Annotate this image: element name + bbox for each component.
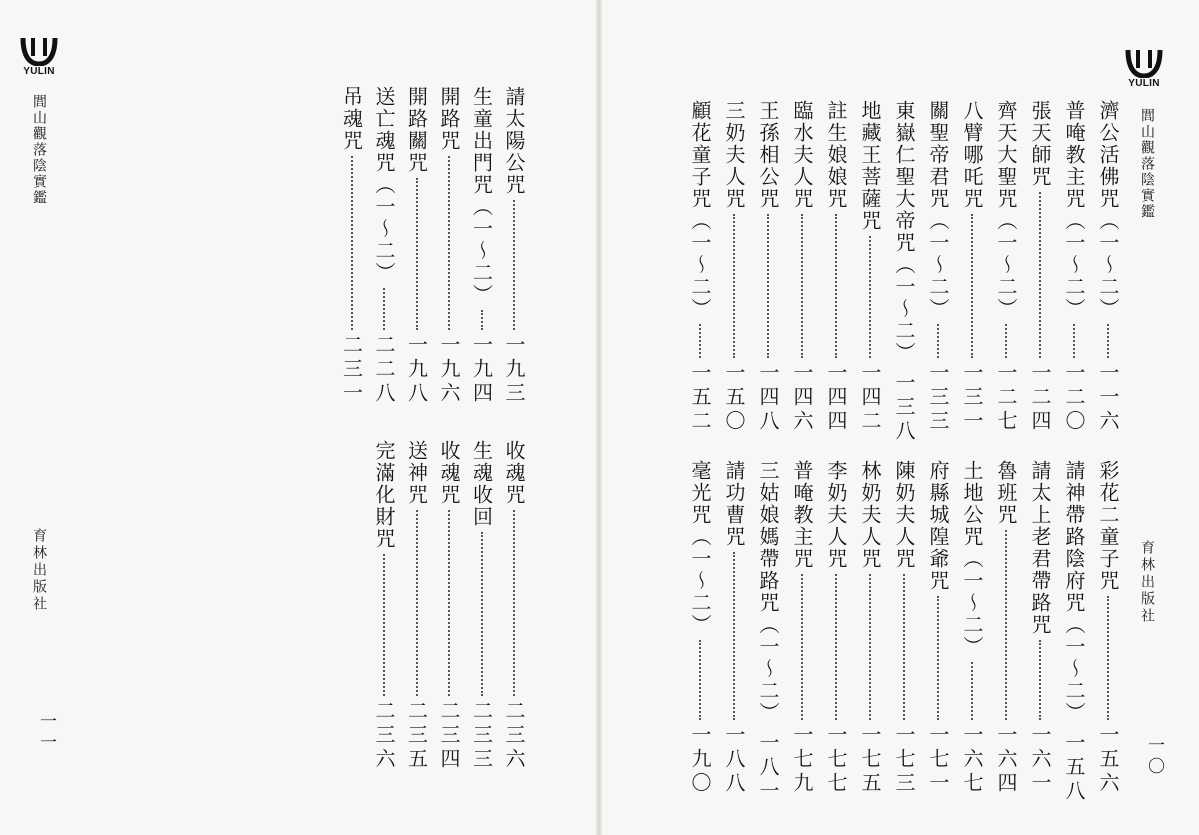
dot-leader xyxy=(835,574,837,720)
toc-entry xyxy=(682,100,710,434)
yulin-logo-icon xyxy=(1124,48,1164,78)
dot-leader xyxy=(416,510,418,696)
folio-number: 一一 xyxy=(36,712,56,754)
toc-entry-title: 請神帶路陰府咒（一～二） xyxy=(1062,460,1086,724)
toc-entry-row xyxy=(469,440,494,772)
toc-entry-row xyxy=(1064,100,1084,434)
toc-entry xyxy=(1056,100,1084,434)
toc-entry-title: 普唵教主咒（一～二） xyxy=(1062,100,1086,320)
toc-entry-page-number: 一六一 xyxy=(1028,724,1052,796)
toc-entry-page-number: 一五〇 xyxy=(722,362,746,434)
toc-entry-row xyxy=(1098,460,1118,796)
dot-leader xyxy=(481,310,483,330)
toc-entry xyxy=(1022,460,1050,796)
toc-entry-title: 臨水夫人咒 xyxy=(790,100,814,210)
toc-entry-page-number: 一七五 xyxy=(858,724,882,796)
toc-entry-title: 送亡魂咒（一～二） xyxy=(372,86,396,284)
toc-entry-page-number: 一二七 xyxy=(994,362,1018,434)
toc-entry-title: 開路關咒 xyxy=(404,86,429,174)
dot-leader xyxy=(448,510,450,696)
toc-entry-row xyxy=(826,100,846,434)
toc-entry-row xyxy=(339,86,364,406)
dot-leader xyxy=(448,156,450,330)
toc-entry xyxy=(431,440,459,772)
toc-entry-page-number: 一四六 xyxy=(790,362,814,434)
toc-entry-row xyxy=(439,86,459,406)
toc-entry-page-number: 一一六 xyxy=(1096,362,1120,434)
toc-entry-title: 府縣城隍爺咒 xyxy=(926,460,950,592)
toc-entry-page-number: 一九四 xyxy=(469,334,494,406)
dot-leader xyxy=(1039,192,1041,358)
toc-entry-page-number: 二三四 xyxy=(437,700,461,772)
toc-entry-row xyxy=(469,86,494,406)
toc-entry-title: 魯班咒 xyxy=(994,460,1018,526)
toc-entry-page-number: 一七三 xyxy=(892,724,916,796)
toc-entry-row xyxy=(504,86,524,406)
toc-entry-page-number: 一五二 xyxy=(688,362,712,434)
toc-entry xyxy=(366,86,394,406)
dot-leader xyxy=(767,214,769,358)
toc-entry xyxy=(818,460,846,796)
toc-entry-title: 請太上老君帶路咒 xyxy=(1028,460,1052,636)
toc-entry-row xyxy=(1030,460,1050,796)
toc-entry-row xyxy=(724,460,744,796)
toc-entry-title: 齊天大聖咒（一～二） xyxy=(994,100,1018,320)
dot-leader xyxy=(383,554,385,696)
toc-entry-title: 林奶夫人咒 xyxy=(858,460,882,570)
toc-entry-row xyxy=(996,460,1016,796)
toc-entry xyxy=(496,440,524,772)
dot-leader xyxy=(1005,324,1007,358)
dot-leader xyxy=(1107,324,1109,358)
toc-entry-page-number: 一二四 xyxy=(1028,362,1052,434)
dot-leader xyxy=(869,236,871,358)
toc-entry-row xyxy=(1098,100,1118,434)
toc-entry-title: 收魂咒 xyxy=(502,440,526,506)
publisher-name: 育林出版社 xyxy=(31,528,47,613)
toc-entry-row xyxy=(724,100,744,434)
dot-leader xyxy=(733,552,735,720)
running-title: 閭山觀落陰實鑑 xyxy=(31,94,47,206)
left-page xyxy=(0,0,596,835)
toc-entry xyxy=(750,460,780,804)
toc-entry xyxy=(399,86,427,406)
dot-leader xyxy=(733,214,735,358)
toc-entry xyxy=(886,460,914,796)
toc-entry-row xyxy=(690,460,710,796)
toc-entry xyxy=(954,460,982,796)
dot-leader xyxy=(1005,530,1007,720)
dot-leader xyxy=(801,214,803,358)
toc-entry xyxy=(431,86,459,406)
toc-entry-page-number: 一三三 xyxy=(926,362,950,434)
dot-leader xyxy=(513,200,515,330)
dot-leader xyxy=(835,214,837,358)
publisher-name: 育林出版社 xyxy=(1139,540,1155,625)
toc-entry xyxy=(988,460,1016,796)
toc-entry-title: 完滿化財咒 xyxy=(372,440,396,550)
toc-entry-page-number: 二三五 xyxy=(404,700,429,772)
folio-number: 一〇 xyxy=(1144,736,1164,778)
toc-entry-title: 生魂收回 xyxy=(469,440,494,528)
toc-entry-row xyxy=(404,440,429,772)
toc-entry-page-number: 一九六 xyxy=(437,334,461,406)
toc-entry xyxy=(464,440,492,772)
dot-leader xyxy=(1073,324,1075,358)
toc-entry xyxy=(920,100,948,434)
toc-entry-page-number: 一四四 xyxy=(824,362,848,434)
toc-entry-title: 送神咒 xyxy=(404,440,429,506)
toc-entry-page-number: 一三一 xyxy=(960,362,984,434)
toc-entry-row xyxy=(756,460,780,804)
toc-entry-page-number: 一六七 xyxy=(960,724,984,796)
toc-entry-title: 陳奶夫人咒 xyxy=(892,460,916,570)
toc-entry xyxy=(784,100,812,434)
toc-entry xyxy=(1090,460,1118,796)
toc-entry-row xyxy=(1062,460,1086,804)
dot-leader xyxy=(937,596,939,720)
toc-entry-page-number: 二二八 xyxy=(372,334,396,406)
dot-leader xyxy=(699,324,701,358)
toc-entry-title: 地藏王菩薩咒 xyxy=(858,100,882,232)
right-page xyxy=(602,0,1199,835)
toc-entry xyxy=(399,440,427,772)
yulin-logo xyxy=(19,36,59,84)
toc-entry-title: 關聖帝君咒（一～二） xyxy=(926,100,950,320)
toc-entry-title: 註生娘娘咒 xyxy=(824,100,848,210)
toc-entry-row xyxy=(792,460,812,796)
toc-entry xyxy=(682,460,710,796)
toc-entry xyxy=(852,100,880,434)
toc-entry xyxy=(886,100,916,444)
dot-leader xyxy=(937,324,939,358)
toc-entry xyxy=(464,86,492,406)
toc-entry xyxy=(716,460,744,796)
toc-entry-row xyxy=(892,100,916,444)
toc-entry-page-number: 一五八 xyxy=(1062,732,1086,804)
toc-entry-row xyxy=(404,86,429,406)
toc-entry-page-number: 一四八 xyxy=(756,362,780,434)
dot-leader xyxy=(513,510,515,696)
toc-entry-row xyxy=(928,460,948,796)
dot-leader xyxy=(971,662,973,720)
toc-entry-page-number: 二三三 xyxy=(469,700,494,772)
toc-entry-row xyxy=(374,440,394,772)
running-title: 閭山觀落陰實鑑 xyxy=(1139,108,1155,220)
toc-entry-page-number: 一二〇 xyxy=(1062,362,1086,434)
toc-entry-title: 王孫相公咒 xyxy=(756,100,780,210)
toc-entry-title: 土地公咒（一～二） xyxy=(960,460,984,658)
dot-leader xyxy=(1039,640,1041,720)
toc-entry-title: 李奶夫人咒 xyxy=(824,460,848,570)
toc-entry-row xyxy=(758,100,778,434)
dot-leader xyxy=(903,574,905,720)
dot-leader xyxy=(481,532,483,696)
toc-entry xyxy=(366,440,394,772)
dot-leader xyxy=(699,640,701,720)
toc-entry xyxy=(818,100,846,434)
toc-entry-row xyxy=(860,460,880,796)
dot-leader xyxy=(1107,596,1109,720)
toc-entry-page-number: 一九三 xyxy=(502,334,526,406)
toc-entry-row xyxy=(962,100,982,434)
toc-entry-title: 收魂咒 xyxy=(437,440,461,506)
toc-entry xyxy=(954,100,982,434)
toc-entry-page-number: 一八八 xyxy=(722,724,746,796)
logo-text: YULIN xyxy=(1128,78,1160,89)
toc-entry-row xyxy=(826,460,846,796)
toc-entry-title: 生童出門咒（一～二） xyxy=(469,86,494,306)
toc-entry-title: 東嶽仁聖大帝咒（一～二） xyxy=(892,100,916,364)
dot-leader xyxy=(416,178,418,330)
toc-entry-row xyxy=(962,460,982,796)
toc-entry-page-number: 一七一 xyxy=(926,724,950,796)
toc-entry-title: 張天師咒 xyxy=(1028,100,1052,188)
toc-entry-title: 三姑娘媽帶路咒（一～二） xyxy=(756,460,780,724)
toc-entry xyxy=(1056,460,1086,804)
toc-entry-title: 吊魂咒 xyxy=(339,86,364,152)
toc-entry-page-number: 一四二 xyxy=(858,362,882,434)
toc-entry xyxy=(1090,100,1118,434)
toc-entry-row xyxy=(690,100,710,434)
toc-entry xyxy=(716,100,744,434)
toc-entry-page-number: 一八一 xyxy=(756,732,780,804)
toc-entry-title: 三奶夫人咒 xyxy=(722,100,746,210)
toc-entry-page-number: 一六四 xyxy=(994,724,1018,796)
toc-entry-page-number: 一三八 xyxy=(892,372,916,444)
toc-entry-page-number: 二三一 xyxy=(339,334,364,406)
toc-entry-title: 濟公活佛咒（一～二） xyxy=(1096,100,1120,320)
toc-entry-title: 普唵教主咒 xyxy=(790,460,814,570)
dot-leader xyxy=(801,574,803,720)
toc-entry-title: 毫光咒（一～二） xyxy=(688,460,712,636)
toc-entry xyxy=(1022,100,1050,434)
dot-leader xyxy=(351,156,353,330)
toc-entry-page-number: 一七九 xyxy=(790,724,814,796)
toc-entry xyxy=(496,86,524,406)
toc-entry-title: 開路咒 xyxy=(437,86,461,152)
dot-leader xyxy=(869,574,871,720)
toc-entry-row xyxy=(996,100,1016,434)
logo-text: YULIN xyxy=(23,66,55,77)
toc-entry-row xyxy=(374,86,394,406)
toc-entry xyxy=(920,460,948,796)
toc-entry-page-number: 一七七 xyxy=(824,724,848,796)
toc-entry xyxy=(988,100,1016,434)
toc-entry-title: 顧花童子咒（一～二） xyxy=(688,100,712,320)
toc-entry-row xyxy=(439,440,459,772)
toc-entry xyxy=(750,100,778,434)
toc-entry-page-number: 一五六 xyxy=(1096,724,1120,796)
dot-leader xyxy=(383,288,385,330)
yulin-logo-icon xyxy=(19,36,59,66)
toc-entry-page-number: 二三六 xyxy=(502,700,526,772)
toc-entry-title: 彩花二童子咒 xyxy=(1096,460,1120,592)
dot-leader xyxy=(971,214,973,358)
toc-entry-row xyxy=(928,100,948,434)
toc-entry-row xyxy=(504,440,524,772)
yulin-logo xyxy=(1124,48,1164,96)
toc-entry-page-number: 二三六 xyxy=(372,700,396,772)
toc-entry-row xyxy=(1030,100,1050,434)
toc-entry xyxy=(334,86,362,406)
toc-entry-title: 請功曹咒 xyxy=(722,460,746,548)
toc-entry xyxy=(784,460,812,796)
toc-entry-row xyxy=(894,460,914,796)
toc-entry-page-number: 一九〇 xyxy=(688,724,712,796)
toc-entry-title: 八臂哪吒咒 xyxy=(960,100,984,210)
toc-entry xyxy=(852,460,880,796)
toc-entry-row xyxy=(792,100,812,434)
toc-entry-page-number: 一九八 xyxy=(404,334,429,406)
toc-entry-title: 請太陽公咒 xyxy=(502,86,526,196)
toc-entry-row xyxy=(860,100,880,434)
